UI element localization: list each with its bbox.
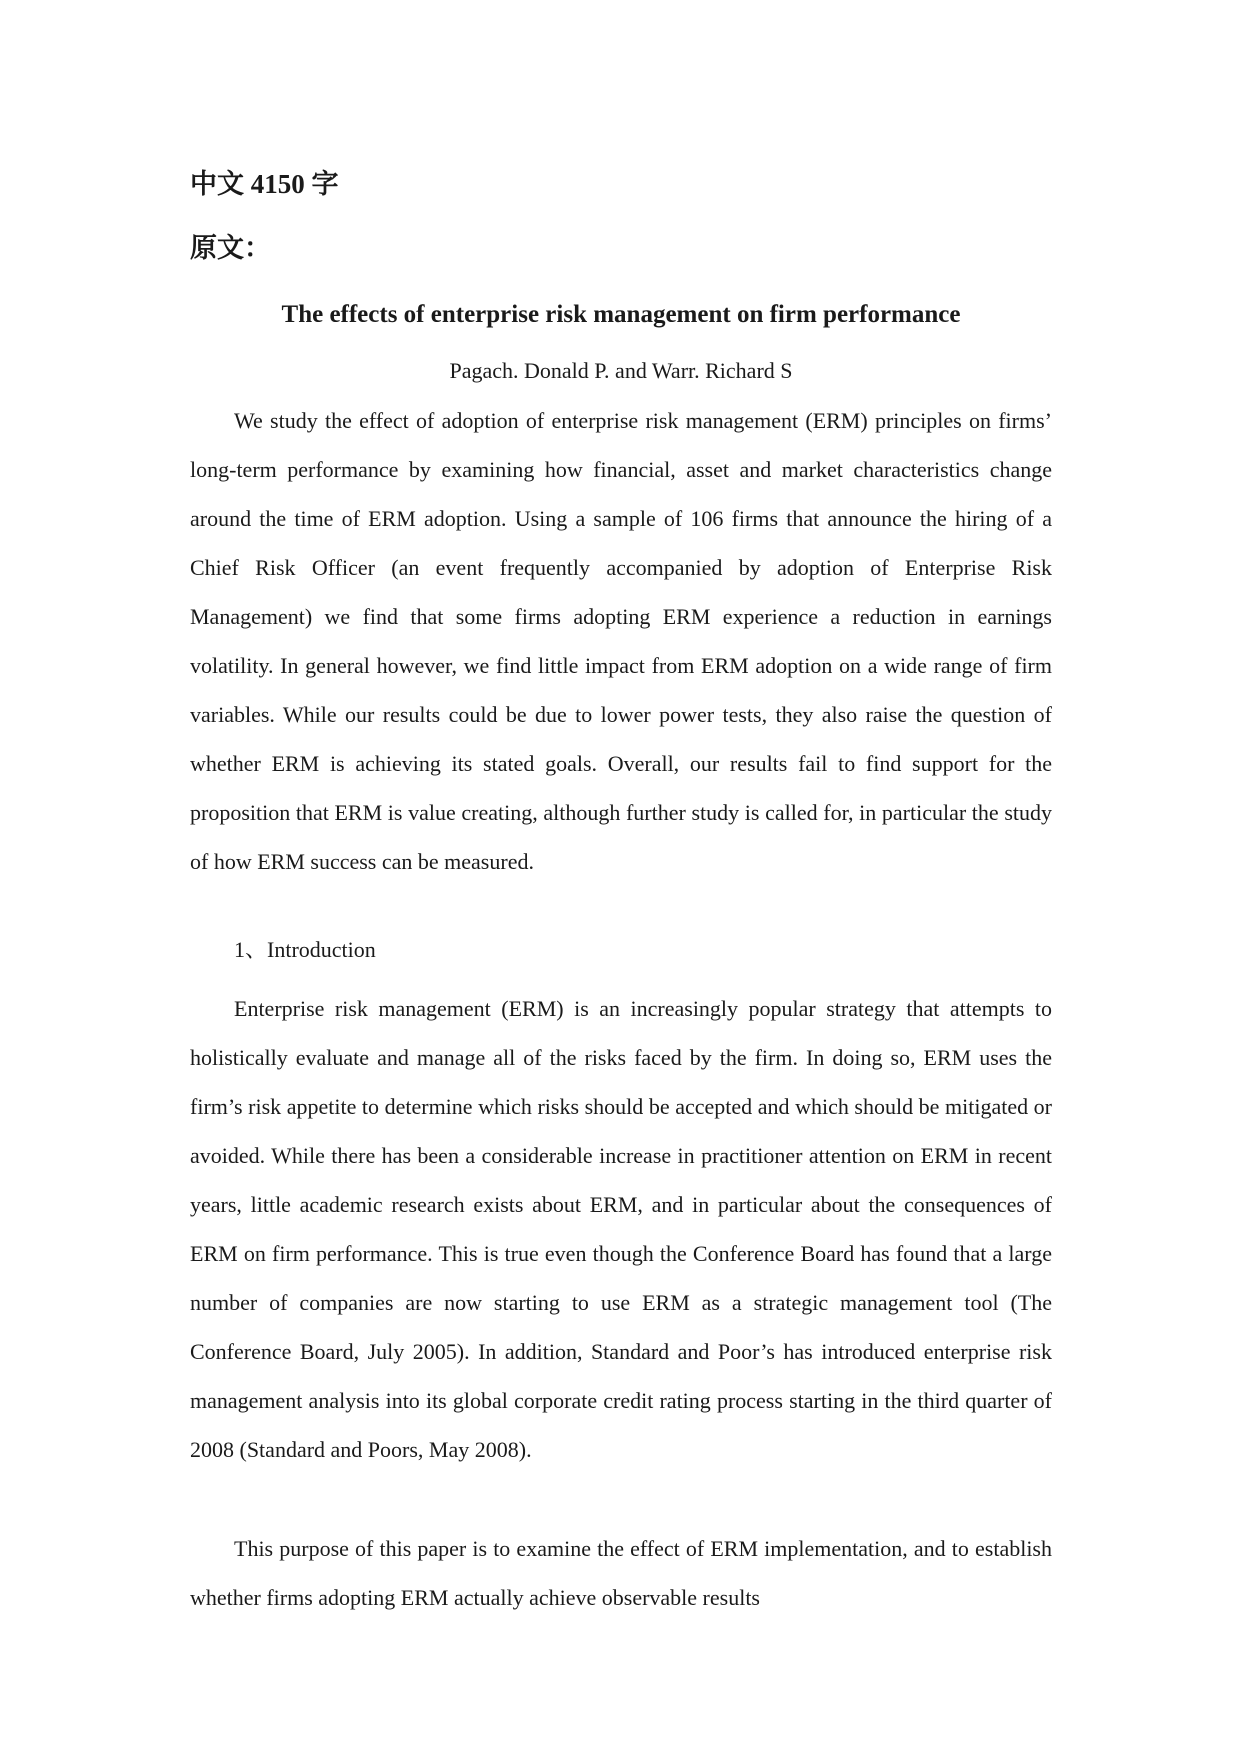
- paper-authors: Pagach. Donald P. and Warr. Richard S: [449, 358, 793, 383]
- abstract-paragraph: We study the effect of adoption of enterprise risk management (ERM) principles on firms’ long-term performance by examining how financial, asset and market characteristics change around the time of ERM adoption. Using a sample of 106 firms that announce the hiring of a Chief Risk Officer (an event frequently accompanied by adoption of Enterprise Risk Management) we find that some firms adopting ERM experience a reduction in earnings volatility. In general however, we find little impact from ERM adoption on a wide range of firm variables. While our results could be due to lower power tests, they also raise the question of whether ERM is achieving its stated goals. Overall, our results fail to find support for the proposition that ERM is value creating, although further study is called for, in particular the study of how ERM success can be measured.: [190, 408, 1052, 874]
- introduction-paragraph: Enterprise risk management (ERM) is an increasingly popular strategy that attempts to holistically evaluate and manage all of the risks faced by the firm. In doing so, ERM uses the firm’s risk appetite to determine which risks should be accepted and which should be mitigated or avoided. While there has been a considerable increase in practitioner attention on ERM in recent years, little academic research exists about ERM, and in particular about the consequences of ERM on firm performance. This is true even though the Conference Board has found that a large number of companies are now starting to use ERM as a strategic management tool (The Conference Board, July 2005). In addition, Standard and Poor’s has introduced enterprise risk management analysis into its global corporate credit rating process starting in the third quarter of 2008 (Standard and Poors, May 2008).: [190, 996, 1052, 1462]
- word-count-heading: 中文 4150 字: [190, 169, 339, 199]
- section-heading-introduction: 1、Introduction: [234, 937, 376, 962]
- paper-title: The effects of enterprise risk management on firm performance: [281, 301, 961, 328]
- introduction-paragraph: This purpose of this paper is to examine the effect of ERM implementation, and to establish whether firms adopting ERM actually achieve observable results: [190, 1536, 1052, 1610]
- original-text-label: 原文：: [190, 233, 271, 263]
